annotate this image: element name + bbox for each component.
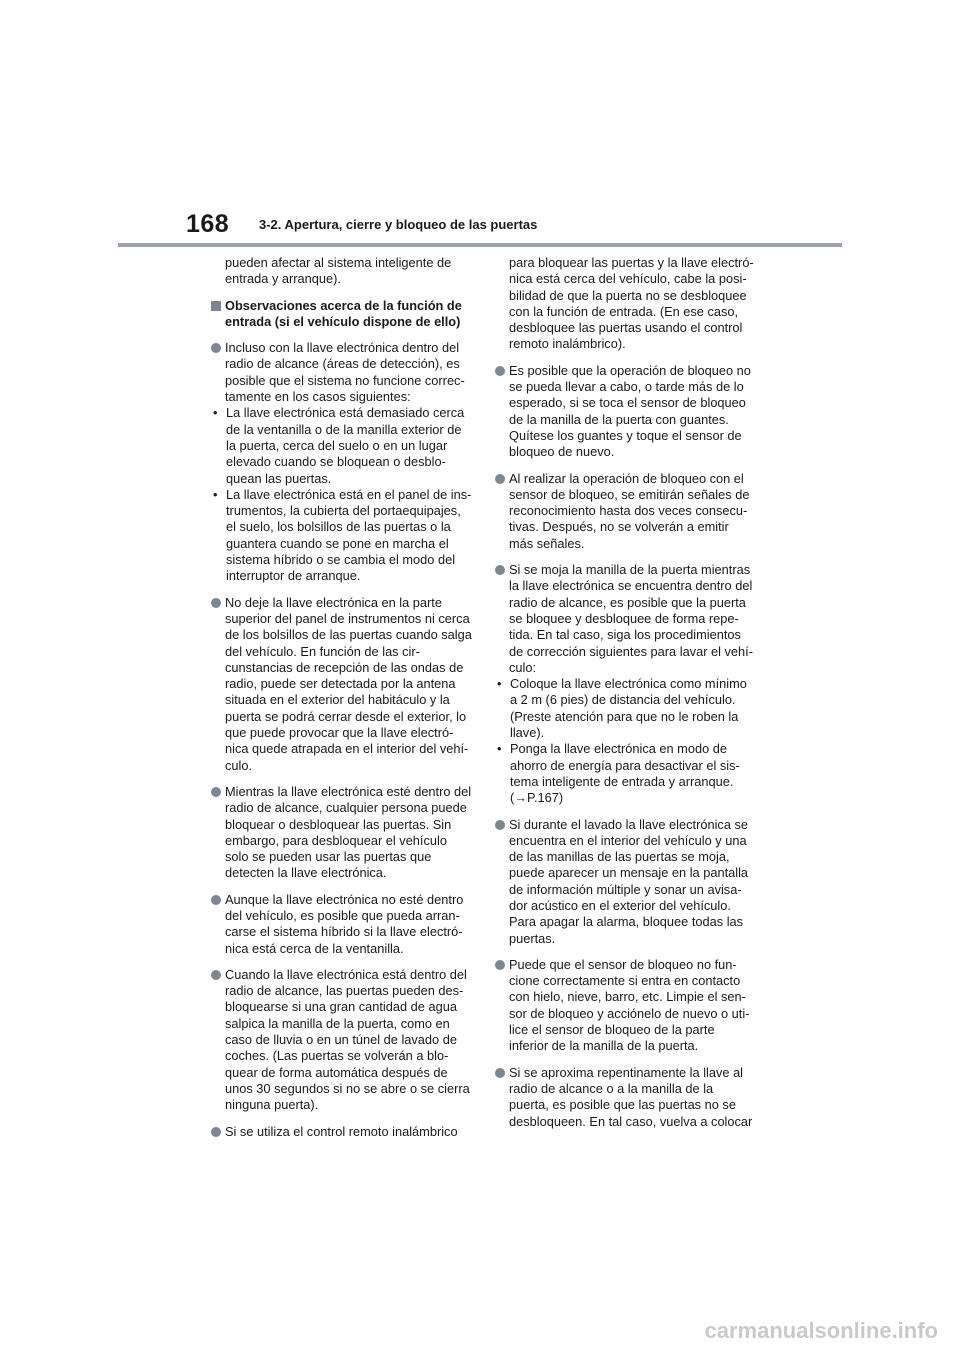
sub-list-item-text: La llave electrónica está demasiado cerca de la ventanilla o de la manilla exterior de la puerta, cerca del suelo o en un lugar elevado cuando se bloquean o desblo-quean las puertas.	[226, 405, 465, 486]
list-item-text: Si se aproxima repentinamente la llave al radio de alcance o a la manilla de la puerta, es posible que las puertas no se desbloqueen. En tal caso, vuelva a colocar	[509, 1064, 753, 1129]
circle-bullet-icon	[211, 787, 221, 797]
circle-bullet-icon	[495, 820, 505, 830]
list-item	[210, 967, 472, 1114]
list-item	[494, 817, 756, 947]
intro-paragraph	[210, 255, 472, 288]
sub-list-item-text: Ponga la llave electrónica en modo de ahorro de energía para desactivar el sis-tema inteligente de entrada y arranque. (→P.167)	[510, 741, 740, 806]
list-item-text: Si se utiliza el control remoto inalámbrico	[225, 1123, 458, 1139]
list-item	[210, 1124, 472, 1140]
header-divider	[118, 243, 842, 247]
sub-list-item-text: La llave electrónica está en el panel de ins-trumentos, la cubierta del portaequipajes, el suelo, los bolsillos de las puertas o la guantera cuando se pone en marcha el sistema híbrido o se cambia el modo del interruptor de arranque.	[226, 486, 472, 584]
list-item-text: Al realizar la operación de bloqueo con el sensor de bloqueo, se emitirán señales de reconocimiento hasta dos veces consecu-tivas. Después, no se volverán a emitir más señales.	[509, 470, 750, 551]
left-column	[210, 255, 472, 1150]
list-item	[494, 471, 756, 552]
list-item-text: Incluso con la llave electrónica dentro del radio de alcance (áreas de detección), es posible que el sistema no funcione correc-tamente en los casos siguientes:	[225, 340, 465, 405]
circle-bullet-icon	[211, 895, 221, 905]
circle-bullet-icon	[495, 960, 505, 970]
circle-bullet-icon	[211, 970, 221, 980]
circle-bullet-icon	[495, 366, 505, 376]
circle-bullet-icon	[495, 1068, 505, 1078]
list-item	[494, 363, 756, 461]
section-heading	[210, 298, 472, 331]
list-item	[494, 957, 756, 1055]
list-item-text: Aunque la llave electrónica no esté dentro del vehículo, es posible que pueda arran-carse el sistema híbrido si la llave electró-nica está cerca de la ventanilla.	[225, 891, 464, 956]
list-item	[210, 784, 472, 882]
list-item	[494, 562, 756, 806]
sub-list-item: • La llave electrónica está en el panel de ins-trumentos, la cubierta del portaequipajes, el suelo, los bolsillos de las puertas o la guantera cuando se pone en marcha el sistema híbrido o se cambia el modo del interruptor de arranque.	[213, 486, 472, 584]
circle-bullet-icon	[495, 474, 505, 484]
sub-list-item: • Ponga la llave electrónica en modo de ahorro de energía para desactivar el sis-tema inteligente de entrada y arranque. (→P.167)	[497, 741, 740, 806]
list-item-text: Cuando la llave electrónica está dentro del radio de alcance, las puertas pueden des-bloquearse si una gran cantidad de agua salpica la manilla de la puerta, como en caso de lluvia o en un túnel de lavado de coches. (Las puertas se volverán a blo-quear de forma automática después de unos 30 segundos si no se abre o se cierra ninguna puerta).	[225, 966, 470, 1113]
list-item-text: Si durante el lavado la llave electrónica se encuentra en el interior del vehículo y una de las manillas de las puertas se moja, puede aparecer un mensaje en la pantalla de información múltiple y sonar un avisa-dor acústico en el exterior del vehículo. Para apagar la alarma, bloquee todas las puertas.	[509, 816, 749, 946]
sub-list-item: • La llave electrónica está demasiado cerca de la ventanilla o de la manilla exterior de la puerta, cerca del suelo o en un lugar elevado cuando se bloquean o desblo-quean las puertas.	[213, 405, 465, 486]
circle-bullet-icon	[495, 565, 505, 575]
section-title: 3-2. Apertura, cierre y bloqueo de las puertas	[259, 217, 538, 232]
sub-list-item-text: Coloque la llave electrónica como mínimo a 2 m (6 pies) de distancia del vehículo. (Preste atención para que no le roben la llave).	[510, 676, 747, 741]
circle-bullet-icon	[211, 598, 221, 608]
continuation-text: para bloquear las puertas y la llave electró-nica está cerca del vehículo, cabe la posi-bilidad de que la puerta no se desbloquee con la función de entrada. (En ese caso, desbloquee las puertas usando el control remoto inalámbrico).	[509, 255, 754, 352]
sub-list	[494, 676, 756, 806]
list-item-text: Mientras la llave electrónica esté dentro del radio de alcance, cualquier persona puede bloquear o desbloquear las puertas. Sin embargo, para desbloquear el vehículo solo se pueden usar las puertas que detecten la llave electrónica.	[225, 783, 472, 881]
list-item	[210, 595, 472, 774]
list-item-text: Si se moja la manilla de la puerta mientras la llave electrónica se encuentra dentro del radio de alcance, es posible que la puerta se bloquee y desbloquee de forma repe-tida. En tal caso, siga los procedimientos de corrección siguientes para lavar el vehí-culo:	[509, 562, 753, 675]
sub-list-item: • Coloque la llave electrónica como mínimo a 2 m (6 pies) de distancia del vehículo. (Preste atención para que no le roben la llave).	[497, 676, 747, 741]
circle-bullet-icon	[211, 1127, 221, 1137]
sub-list	[210, 405, 472, 584]
intro-text: pueden afectar al sistema inteligente de entrada y arranque).	[225, 255, 452, 287]
list-item-text: No deje la llave electrónica en la parte superior del panel de instrumentos ni cerca de los bolsillos de las puertas cuando salga del vehículo. En función de las cir-cunstancias de recepción de las ondas de radio, puede ser detectada por la antena situada en el exterior del habitáculo y la puerta se podrá cerrar desde el exterior, lo que puede provocar que la llave electró-nica quede atrapada en el interior del vehí-culo.	[225, 594, 472, 773]
continuation-paragraph	[494, 255, 756, 353]
section-heading-text: Observaciones acerca de la función de entrada (si el vehículo dispone de ello)	[225, 297, 462, 329]
list-item-text: Puede que el sensor de bloqueo no fun-cione correctamente si entra en contacto con hielo, nieve, barro, etc. Limpie el sen-sor de bloqueo y acciónelo de nuevo o uti-lice el sensor de bloqueo de la parte inferior de la manilla de la puerta.	[509, 956, 750, 1054]
list-item	[494, 1065, 756, 1130]
watermark: carmanualsonline.info	[704, 1318, 938, 1343]
list-item-text: Es posible que la operación de bloqueo no se pueda llevar a cabo, o tarde más de lo esperado, si se toca el sensor de bloqueo de la manilla de la puerta con guantes. Quítese los guantes y toque el sensor de bloqueo de nuevo.	[509, 362, 751, 460]
circle-bullet-icon	[211, 343, 221, 353]
list-item	[210, 892, 472, 957]
list-item	[210, 340, 472, 584]
square-marker-icon	[211, 301, 221, 311]
page-number: 168	[186, 210, 230, 238]
right-column	[494, 255, 756, 1140]
